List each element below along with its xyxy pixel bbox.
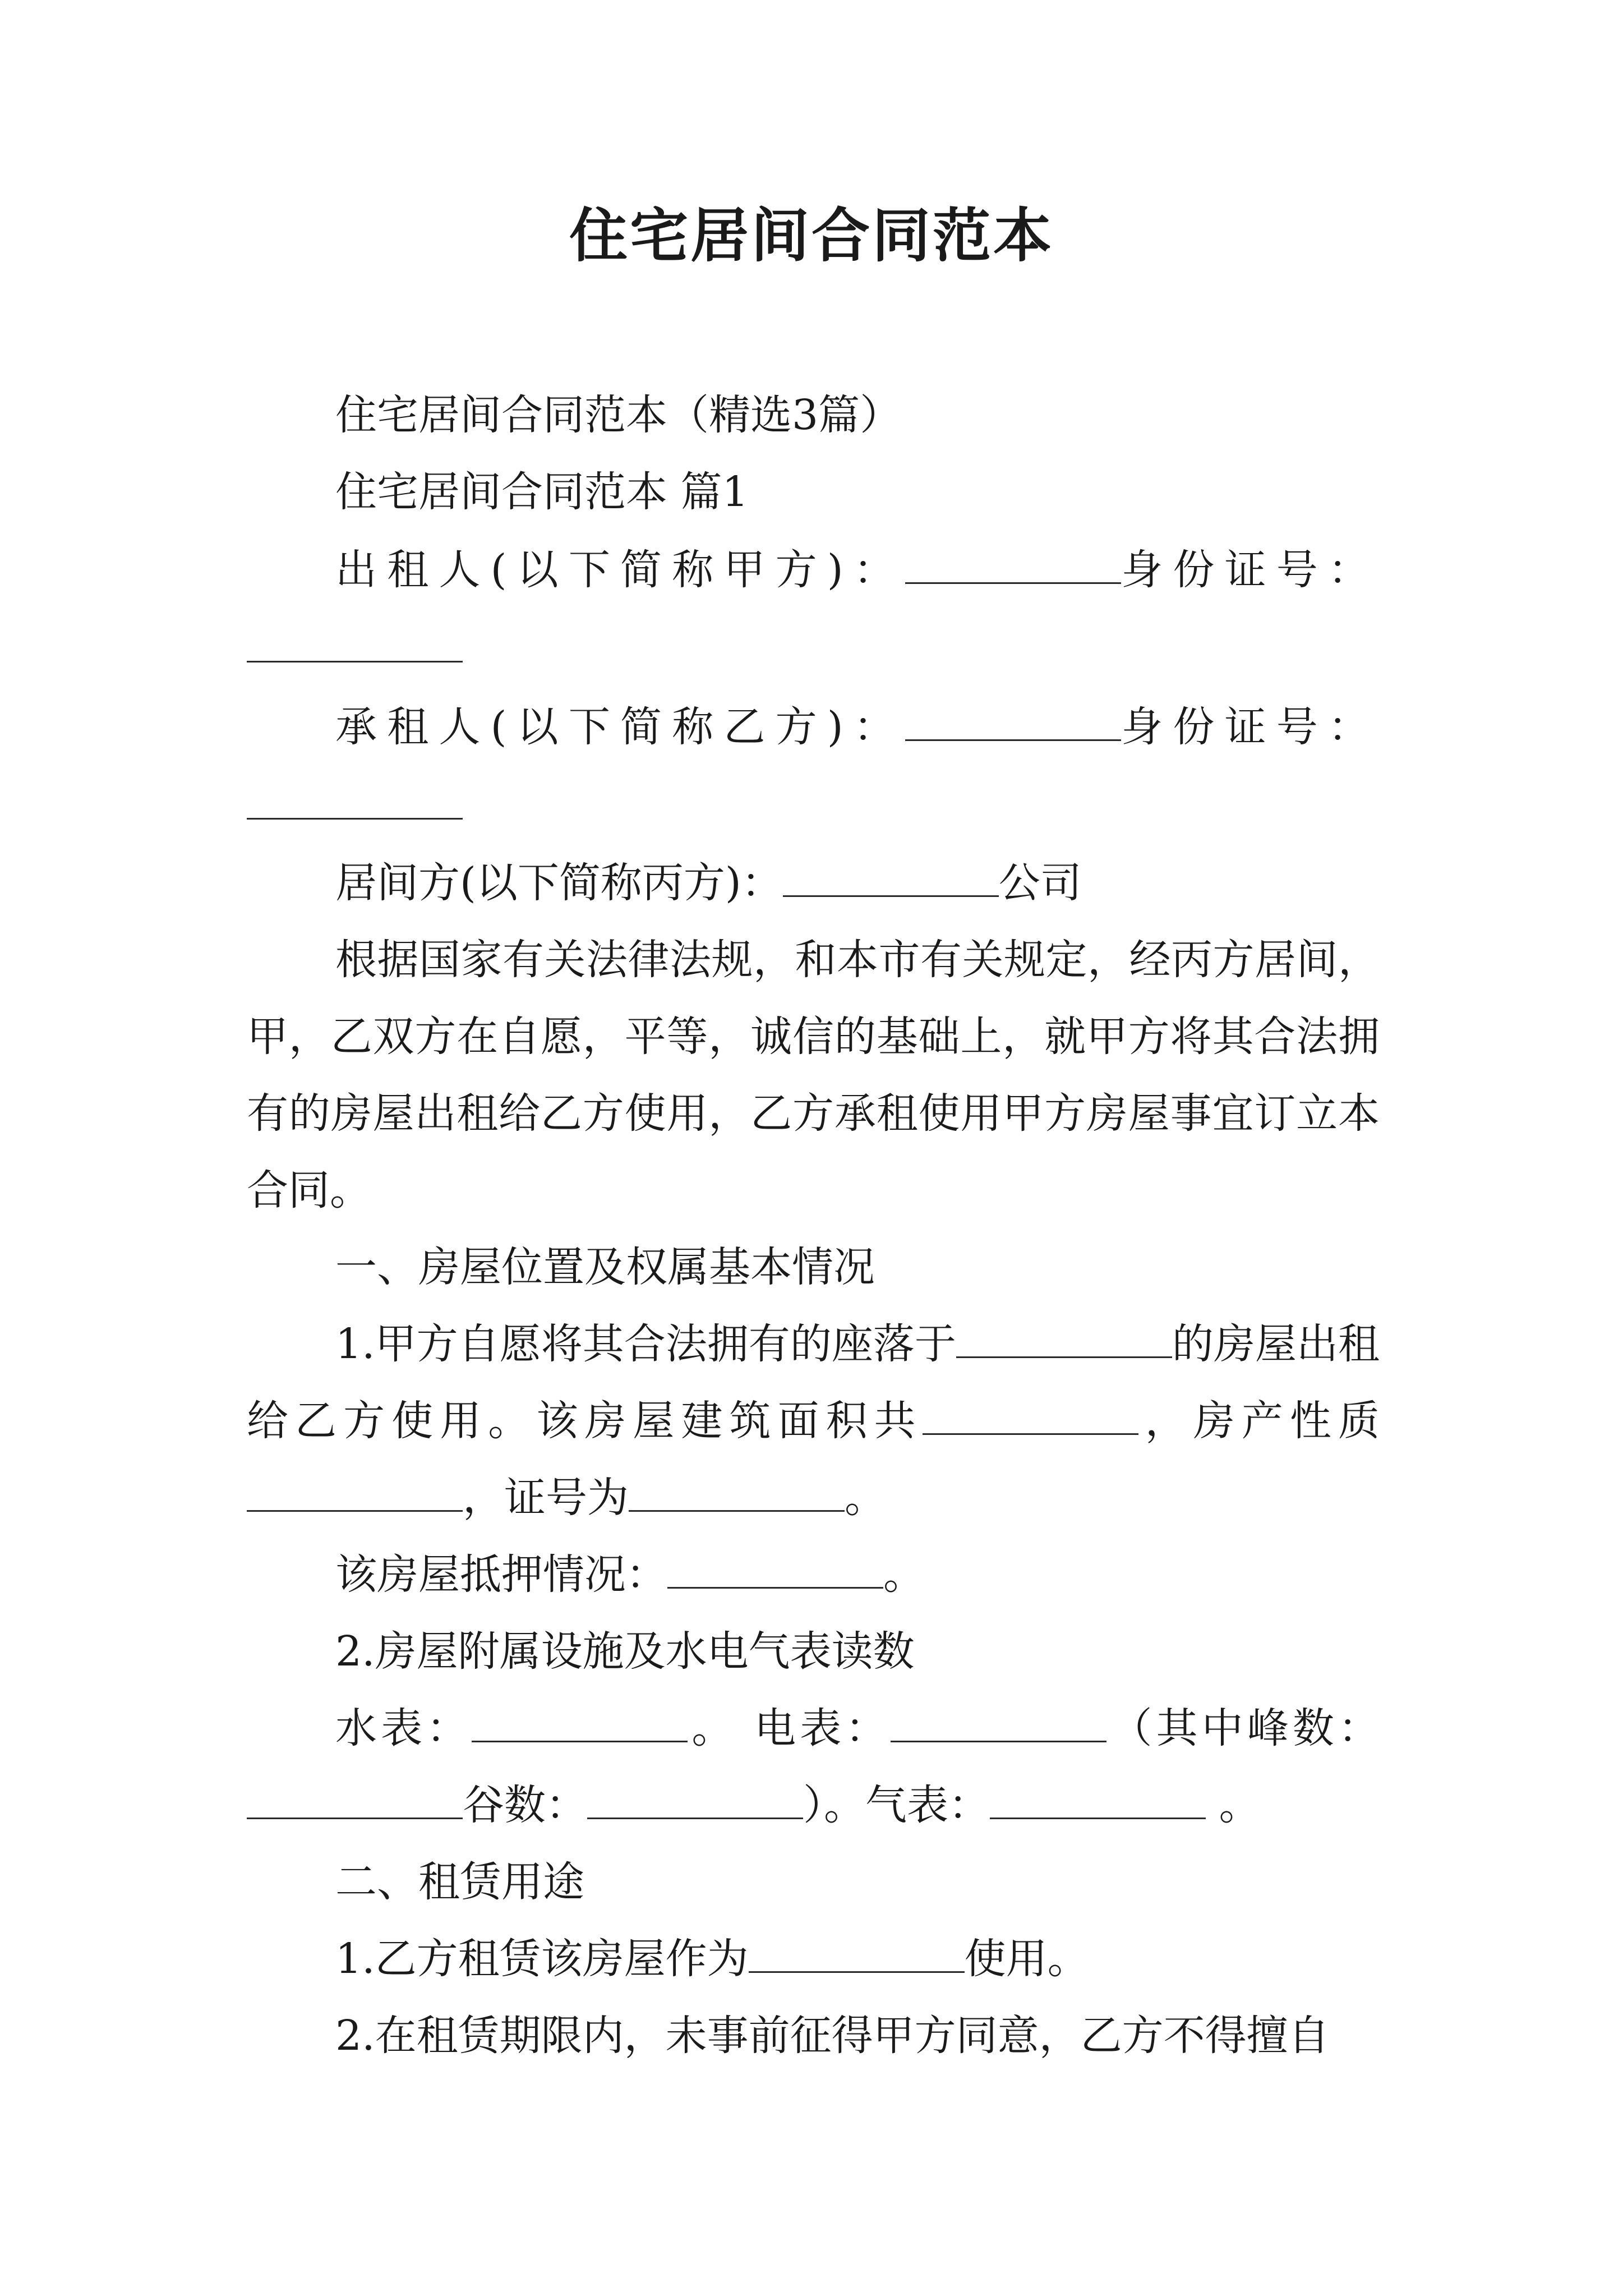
meters-end: 。 — [1206, 1781, 1261, 1829]
intro-paragraph: 根据国家有关法律法规，和本市有关规定，经丙方居间，甲，乙双方在自愿，平等，诚信的基础上，就甲方将其合法拥有的房屋出租给乙方使用，乙方承租使用甲方房屋事宜订立本合同。 — [247, 936, 1380, 1214]
agent-name-blank — [783, 864, 999, 897]
agent-paragraph — [247, 845, 1380, 922]
valley-label: 谷数： — [463, 1781, 587, 1829]
section1-item2-paragraph: 2.房屋附属设施及水电气表读数 — [335, 1627, 915, 1676]
property-nature-blank — [247, 1479, 463, 1512]
meters-paragraph — [247, 1690, 1380, 1844]
section2-item1-text-b: 使用。 — [964, 1935, 1089, 1983]
section2-item1-paragraph — [247, 1921, 1380, 1998]
lessor-id-blank — [247, 629, 463, 662]
section-heading-paragraph: 住宅居间合同范本 篇1 — [335, 468, 749, 516]
lessor-paragraph — [247, 531, 1380, 688]
gas-meter-blank — [990, 1786, 1206, 1819]
valley-blank — [587, 1786, 803, 1819]
mortgage-paragraph — [247, 1536, 1380, 1613]
electric-meter-blank — [891, 1709, 1106, 1742]
item1-text-a: 1.甲方自愿将其合法拥有的座落于 — [335, 1320, 956, 1368]
section2-item2-paragraph: 2.在租赁期限内，未事前征得甲方同意，乙方不得擅自 — [335, 2012, 1330, 2060]
mortgage-label: 该房屋抵押情况： — [335, 1550, 667, 1599]
lessee-id-blank — [247, 786, 463, 820]
lessee-id-label: 身份证号： — [1121, 703, 1380, 751]
mortgage-end: 。 — [883, 1550, 925, 1599]
item1-text-b: 的房屋出租给乙方使用。该房屋建筑面积共 — [247, 1320, 1380, 1445]
document-title: 住宅居间合同范本 — [569, 201, 1054, 270]
area-blank — [923, 1402, 1138, 1435]
mortgage-blank — [667, 1556, 883, 1589]
water-meter-blank — [472, 1709, 688, 1742]
lessee-name-blank — [905, 708, 1121, 741]
usage-blank — [749, 1940, 965, 1973]
document-body — [247, 377, 1380, 2074]
section1-heading: 一、房屋位置及权属基本情况 — [335, 1243, 875, 1291]
gas-meter-label: ）。气表： — [803, 1781, 990, 1829]
lessee-paragraph — [247, 688, 1380, 845]
item1-text-e: 。 — [845, 1474, 886, 1522]
section2-heading: 二、租赁用途 — [335, 1858, 584, 1906]
section2-item1-text-a: 1.乙方租赁该房屋作为 — [335, 1935, 749, 1983]
section1-item1-paragraph — [247, 1306, 1380, 1536]
agent-label: 居间方(以下简称丙方)： — [335, 859, 783, 907]
water-meter-label: 水表： — [335, 1704, 472, 1752]
item1-text-d: ，证号为 — [463, 1474, 629, 1522]
peak-label: （其中峰数： — [1106, 1704, 1380, 1752]
electric-meter-label: 。 电表： — [688, 1704, 891, 1752]
lessor-label: 出租人(以下简称甲方)： — [335, 546, 906, 594]
lessee-label: 承租人(以下简称乙方)： — [335, 703, 906, 751]
lessor-name-blank — [905, 551, 1121, 584]
agent-suffix: 公司 — [998, 859, 1082, 907]
certificate-number-blank — [629, 1479, 845, 1512]
peak-blank — [247, 1786, 463, 1819]
item1-text-c: ，房产性质 — [1138, 1397, 1380, 1445]
location-blank — [956, 1325, 1172, 1358]
subtitle-paragraph: 住宅居间合同范本（精选3篇） — [335, 391, 902, 439]
lessor-id-label: 身份证号： — [1121, 546, 1380, 594]
